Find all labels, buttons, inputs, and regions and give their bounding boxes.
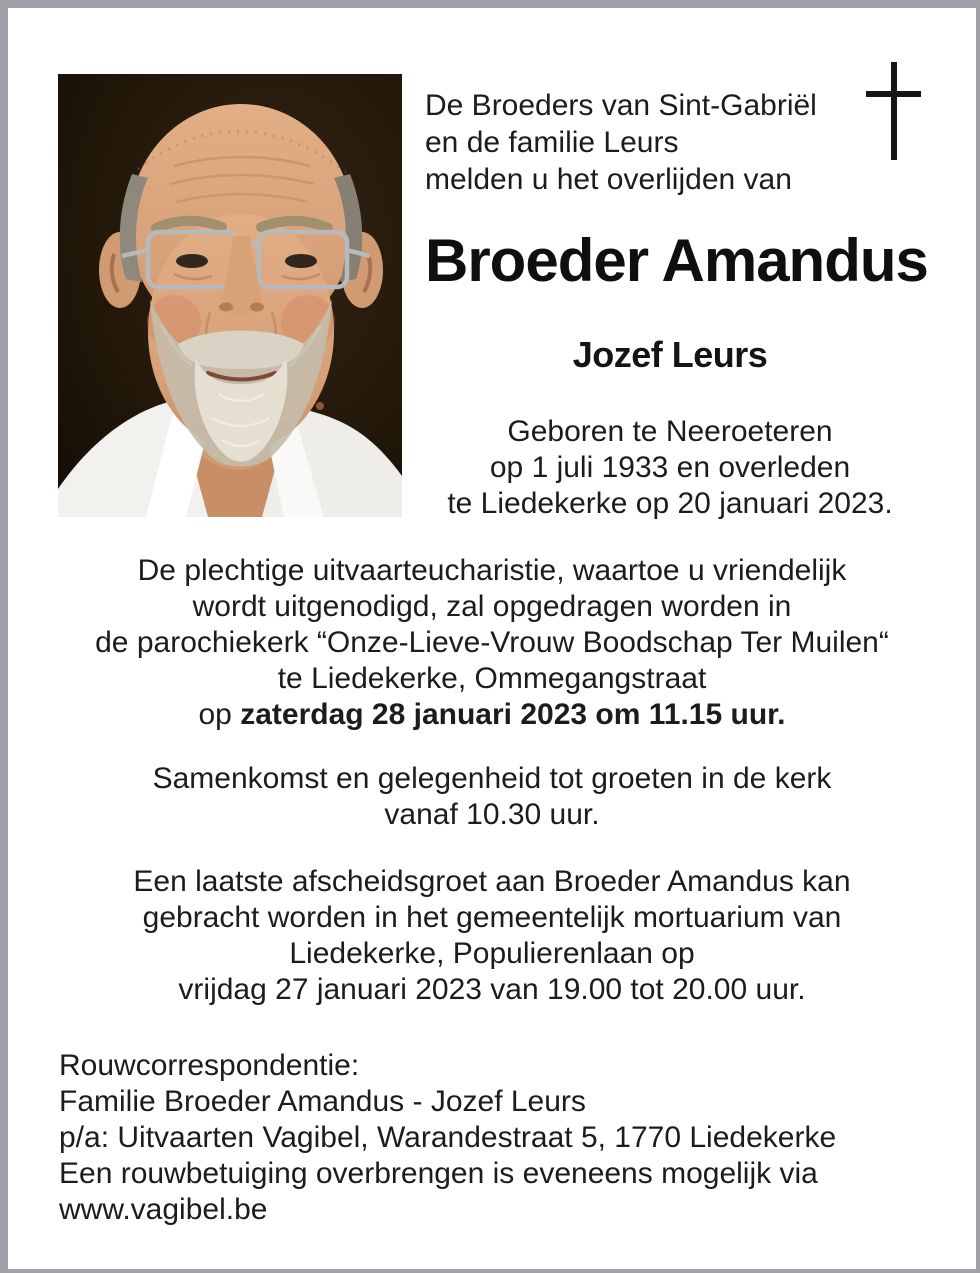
text-line: p/a: Uitvaarten Vagibel, Warandestraat 5, 1770 Liedekerke xyxy=(59,1121,837,1154)
text-line: Een rouwbetuiging overbrengen is eveneens mogelijk via xyxy=(59,1157,818,1190)
text-line: De plechtige uitvaarteucharistie, waartoe u vriendelijk xyxy=(137,554,847,587)
text-line: te Liedekerke op 20 januari 2023. xyxy=(447,487,893,520)
text-line: Liedekerke, Populierenlaan op xyxy=(289,937,695,970)
text-line: gebracht worden in het gemeentelijk mortuarium van xyxy=(142,901,842,934)
life-dates xyxy=(425,414,915,522)
latin-cross-icon xyxy=(866,62,921,160)
text-line: Een laatste afscheidsgroet aan Broeder Amandus kan xyxy=(133,865,851,898)
text-line: vrijdag 27 januari 2023 van 19.00 tot 20.00 uur. xyxy=(178,973,806,1006)
text-line: Samenkomst en gelegenheid tot groeten in de kerk xyxy=(152,762,832,795)
farewell-paragraph xyxy=(8,864,976,1008)
text-line: De Broeders van Sint-Gabriël xyxy=(425,89,817,122)
service-datetime-line xyxy=(8,697,976,733)
text-line: de parochiekerk “Onze-Lieve-Vrouw Boodschap Ter Muilen“ xyxy=(95,626,889,659)
gathering-paragraph xyxy=(8,761,976,833)
text-line: wordt uitgenodigd, zal opgedragen worden in xyxy=(192,590,792,623)
text-line: Familie Broeder Amandus - Jozef Leurs xyxy=(59,1085,586,1118)
deceased-name-title: Broeder Amandus xyxy=(425,227,928,294)
text-line: vanaf 10.30 uur. xyxy=(384,798,600,831)
text-line: Geboren te Neeroeteren xyxy=(507,415,833,448)
deceased-portrait-photo xyxy=(58,74,402,517)
service-datetime: zaterdag 28 januari 2023 om 11.15 uur. xyxy=(240,698,786,731)
text-line: op 1 juli 1933 en overleden xyxy=(489,451,851,484)
portrait-illustration xyxy=(58,74,402,517)
text-line: melden u het overlijden van xyxy=(425,163,792,196)
correspondence-block xyxy=(59,1048,836,1228)
announcer-intro xyxy=(425,87,817,198)
text-line: en de familie Leurs xyxy=(425,126,679,159)
text-line: www.vagibel.be xyxy=(59,1193,268,1226)
service-datetime-prefix: op xyxy=(198,698,241,731)
deceased-civil-name: Jozef Leurs xyxy=(572,334,768,375)
text-line: Rouwcorrespondentie: xyxy=(59,1049,360,1082)
text-line: te Liedekerke, Ommegangstraat xyxy=(277,662,707,695)
service-lines xyxy=(8,553,976,697)
funeral-service-paragraph xyxy=(8,553,976,733)
